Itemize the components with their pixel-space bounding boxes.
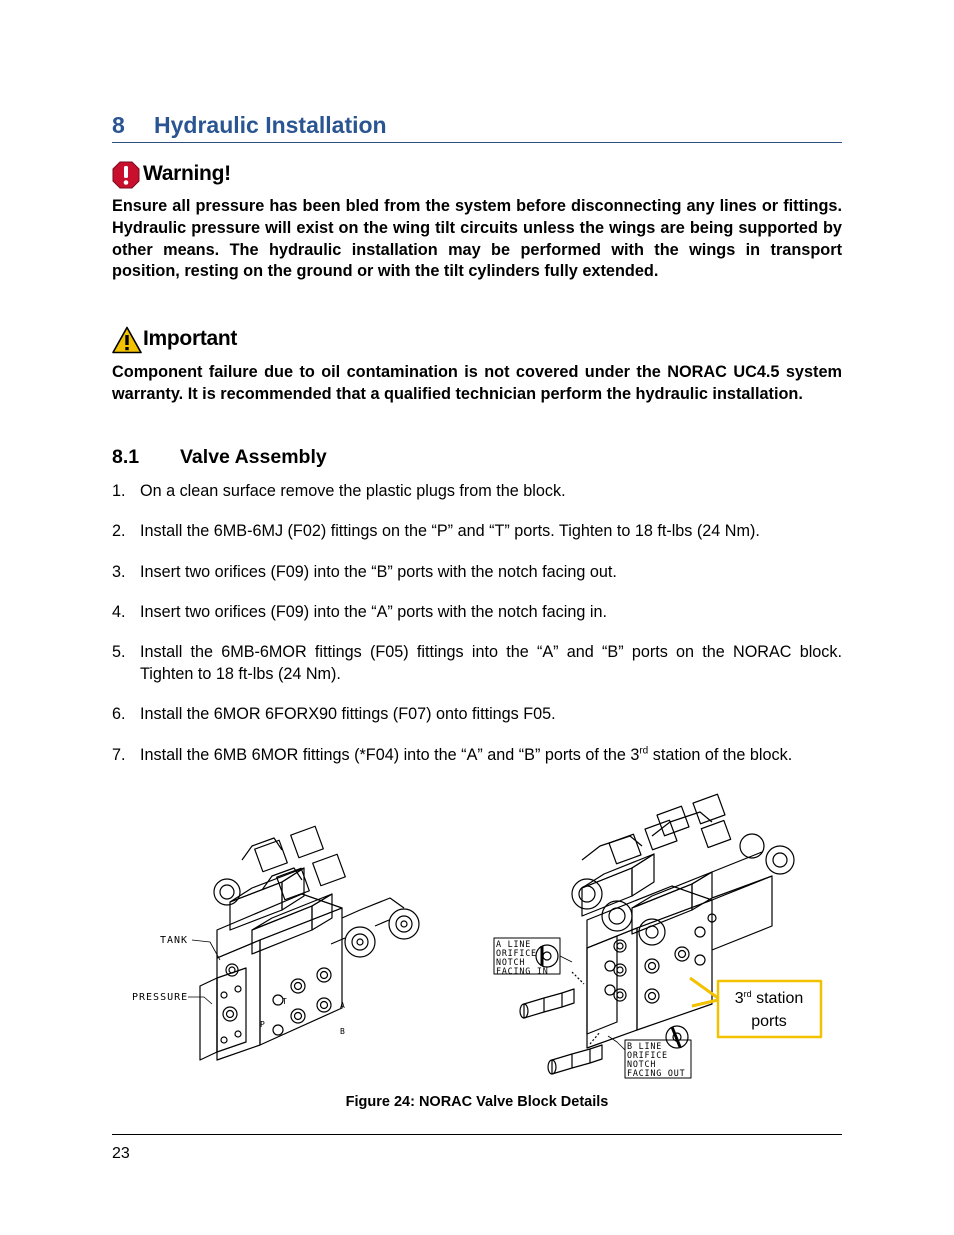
warning-title: Warning! bbox=[143, 162, 231, 185]
port-p-label: P bbox=[260, 1020, 266, 1029]
b-orifice-label-line: B LINE bbox=[627, 1041, 663, 1051]
subsection-number: 8.1 bbox=[112, 446, 140, 468]
left-valve-assembly bbox=[200, 826, 419, 1060]
warning-stop-icon bbox=[112, 161, 140, 189]
valve-block-figure bbox=[112, 790, 842, 1090]
subsection-title: Valve Assembly bbox=[180, 446, 327, 468]
important-text: Component failure due to oil contamination is not covered under the NORAC UC4.5 system warranty. It is recommended that a qualified technician perform the hydraulic installation. bbox=[112, 363, 842, 403]
svg-text:3rd station: 3rd station bbox=[734, 989, 804, 1007]
warning-text: Ensure all pressure has been bled from the system before disconnecting any lines or fittings. Hydraulic pressure will exist on the wing tilt circuits unless the wings are being supported by other means. The hydraulic installation may be performed with the wings in transport position, resting on the ground or with the tilt cylinders fully extended. bbox=[112, 197, 842, 281]
a-orifice-label-line: NOTCH bbox=[496, 957, 526, 967]
a-line-orifice bbox=[536, 945, 558, 967]
port-b-label: B bbox=[340, 1027, 346, 1036]
a-orifice-label-line: FACING IN bbox=[496, 966, 549, 976]
section-title: Hydraulic Installation bbox=[154, 112, 387, 138]
section-number: 8 bbox=[112, 112, 125, 138]
figure-caption: Figure 24: NORAC Valve Block Details bbox=[345, 1094, 609, 1110]
tank-label: TANK bbox=[160, 935, 189, 946]
port-a-label: A bbox=[340, 1001, 346, 1010]
section-heading bbox=[112, 112, 842, 143]
station-ports-callout bbox=[690, 978, 821, 1037]
a-orifice-label-line: A LINE bbox=[496, 939, 532, 949]
b-orifice-label-line: NOTCH bbox=[627, 1059, 657, 1069]
pressure-label: PRESSURE bbox=[132, 992, 189, 1003]
svg-text:ports: ports bbox=[751, 1013, 787, 1030]
manual-page: 8 Hydraulic Installation Warning! Ensure all pressure has been bled from the system before disconnecting any lines or fittings. Hydraulic pressure will exist on the wing tilt circuits unless the wings are being supported by other means. The hydraulic installation may be performed with the wings in transport position, resting on the ground or with the tilt cylinders fully extended. Important Component failure due to oil contamination is not covered under the NORAC UC4.5 system warranty. It is recommended that a qualified technician perform the hydraulic installation. 8.1 Valve Assembly 1. On a clean surface remove the plastic plugs from the block. 2. Install the 6MB-6MJ (F02) fittings on the “P” and “T” ports. Tighten to 18 ft-lbs (24 Nm). 3. Insert two orifices (F09) into the “B” ports with the notch facing out. 4. Insert two orifices (F09) into the “A” ports with the notch facing in. 5. Install the 6MB-6MOR fittings (F05) fittings into the “A” and “B” ports on the NORAC block. Tighten to 18 ft-lbs (24 Nm). 6. Install the 6MOR 6FORX90 fittings (F07) onto fittings F05. 7. Install the 6MB 6MOR fittings (*F04) into the “A” and “B” ports of the 3rd station of the block. TANK PRESSURE A B T P A LINE ORIFICE NOTCH FACING IN B LINE ORIFICE NOTCH FACING OUT 3rd station ports Figure 24: NORAC Valve Block Details 23 bbox=[0, 0, 954, 1235]
b-orifice-label-line: ORIFICE bbox=[627, 1050, 668, 1060]
caution-triangle-icon bbox=[112, 326, 142, 354]
a-orifice-label-line: ORIFICE bbox=[496, 948, 537, 958]
port-t-label: T bbox=[282, 997, 288, 1006]
page-number: 23 bbox=[112, 1145, 130, 1162]
important-title: Important bbox=[143, 327, 238, 350]
footer-divider bbox=[112, 1134, 842, 1135]
b-orifice-label-line: FACING OUT bbox=[627, 1068, 686, 1078]
